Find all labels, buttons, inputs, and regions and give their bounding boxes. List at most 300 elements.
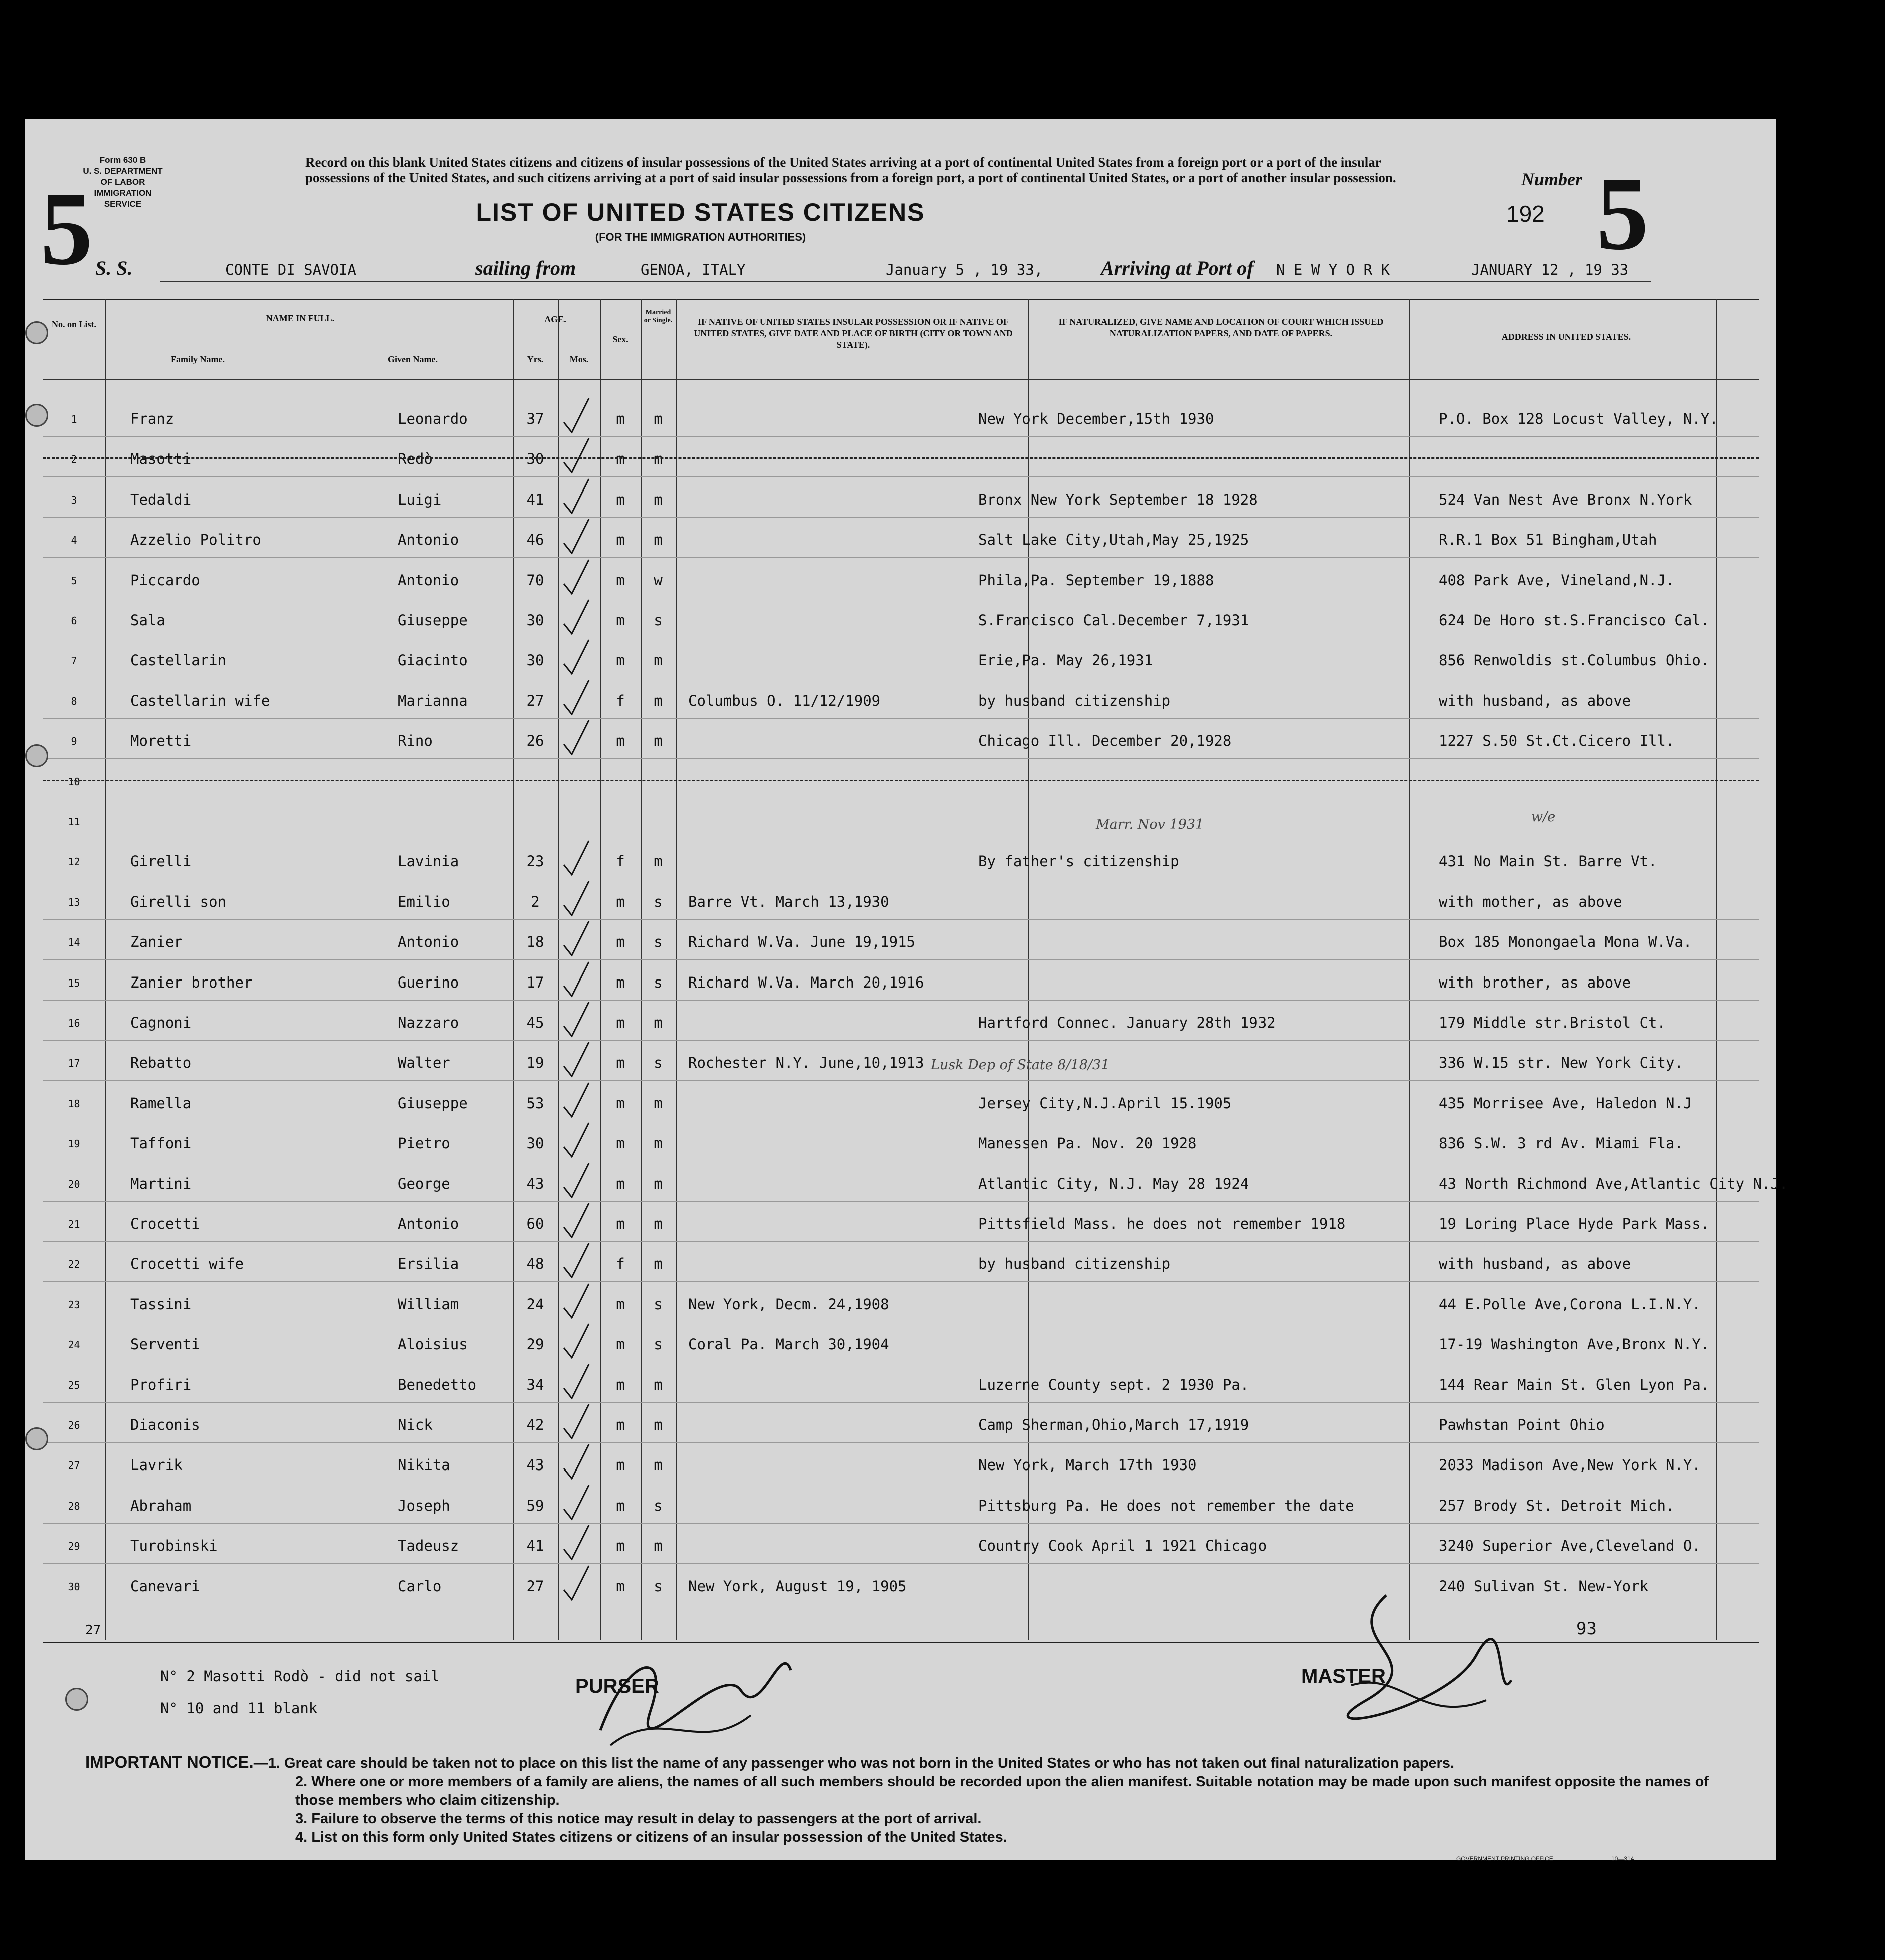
cell-family: Zanier brother [130,973,253,991]
cell-sex: m [616,1376,625,1393]
cell-age: 42 [526,1416,544,1433]
cell-family: Lavrik [130,1456,183,1474]
cell-given: Rino [398,732,433,750]
cell-no: 8 [71,695,77,707]
header-name: NAME IN FULL. [266,313,335,323]
cell-no: 9 [71,735,77,748]
cell-nat: by husband citizenship [978,692,1171,709]
cell-mar: m [654,531,663,549]
cell-given: Luigi [398,491,442,508]
table-row [43,477,1759,518]
cell-family: Rebatto [130,1054,192,1072]
cell-age: 37 [526,410,544,427]
cell-addr: 240 Sulivan St. New-York [1439,1577,1649,1595]
checkmark-icon [558,1322,593,1362]
cell-addr: with brother, as above [1439,973,1631,991]
purser-signature [590,1630,801,1760]
table-row [43,1241,1759,1282]
cell-age: 70 [526,571,544,589]
cell-mar: m [654,853,663,870]
ship-name: CONTE DI SAVOIA [225,261,356,278]
cell-sex: m [616,893,625,910]
cell-nat: Hartford Connec. January 28th 1932 [978,1014,1276,1031]
table-row [43,1322,1759,1362]
cell-no: 17 [68,1057,80,1070]
cell-given: Antonio [398,571,459,589]
notice-3: 3. Failure to observe the terms of this notice may result in delay to passengers at the port of arrival. [295,1811,982,1827]
checkmark-icon [558,1282,593,1322]
cell-sex: m [616,1054,625,1072]
punch-hole [65,1688,88,1711]
cell-age: 41 [526,491,544,508]
cell-age: 27 [526,692,544,709]
cell-mar: s [654,1336,663,1353]
cell-sex: m [616,410,625,427]
cell-birth: Richard W.Va. June 19,1915 [688,933,915,951]
checkmark-icon [558,879,593,919]
cell-given: Leonardo [398,410,468,427]
checkmark-icon [558,1241,593,1281]
note-not-sailed: N° 2 Masotti Rodò - did not sail [160,1668,440,1685]
cell-sex: m [616,1456,625,1474]
header-family: Family Name. [171,354,225,364]
table-row [43,558,1759,598]
cell-mar: s [654,1295,663,1313]
cell-family: Cagnoni [130,1014,192,1031]
annotation-marriage: Marr. Nov 1931 [1096,817,1204,832]
cell-mar: s [654,612,663,629]
cell-nat: Bronx New York September 18 1928 [978,491,1258,508]
purser-label: PURSER [575,1675,659,1697]
cell-given: Antonio [398,531,459,549]
important-notice [85,1753,1711,1847]
cell-mar: s [654,1054,663,1072]
cell-given: Aloisius [398,1336,468,1353]
cell-no: 10 [68,775,80,788]
checkmark-icon [558,718,593,758]
cell-addr: 257 Brody St. Detroit Mich. [1439,1497,1675,1514]
cell-age: 48 [526,1255,544,1273]
voyage-rule [160,281,1651,282]
cell-given: Ersilia [398,1255,459,1273]
header-mos: Mos. [569,354,589,364]
department: U. S. DEPARTMENT OF LABOR [83,166,163,187]
cell-no: 28 [68,1500,80,1512]
cell-given: Redò [398,450,433,468]
checkmark-icon [558,396,593,436]
cell-nat: by husband citizenship [978,1255,1171,1273]
cell-nat: Erie,Pa. May 26,1931 [978,652,1153,669]
table-row [43,1081,1759,1121]
cell-no: 13 [68,896,80,908]
cell-mar: m [654,1175,663,1192]
cell-family: Azzelio Politro [130,531,261,549]
table-row [43,1161,1788,1202]
cell-no: 7 [71,655,77,667]
checkmark-icon [558,1362,593,1402]
cell-no: 24 [68,1339,80,1351]
table-row [43,799,1759,839]
number-value: 192 [1506,201,1545,227]
cell-addr: 856 Renwoldis st.Columbus Ohio. [1439,652,1710,669]
cell-no: 16 [68,1017,80,1029]
header-birth: IF NATIVE OF UNITED STATES INSULAR POSSESSION OR IF NATIVE OF UNITED STATES, GIVE DATE AND PLACE OF BIRTH (CITY OR TOWN AND STATE). [694,317,1013,350]
cell-mar: s [654,973,663,991]
table-row [43,839,1759,879]
checkmark-icon [558,678,593,718]
cell-no: 29 [68,1540,80,1553]
form-info [80,155,165,210]
checkmark-icon [558,1081,593,1121]
checkmark-icon [558,1564,593,1604]
table-row [43,960,1759,1001]
table-row [43,879,1759,920]
checkmark-icon [558,598,593,638]
cell-addr: Pawhstan Point Ohio [1439,1416,1605,1433]
list-number-left: 5 [40,171,93,287]
cell-birth: Columbus O. 11/12/1909 [688,692,881,709]
checkmark-icon [558,477,593,517]
cell-sex: f [616,692,625,709]
checkmark-icon [558,1000,593,1040]
cell-family: Castellarin [130,652,227,669]
cell-sex: m [616,1497,625,1514]
cell-sex: m [616,1094,625,1112]
cell-sex: m [616,450,625,468]
checkmark-icon [558,1442,593,1483]
cell-family: Serventi [130,1336,200,1353]
cell-addr: 17-19 Washington Ave,Bronx N.Y. [1439,1336,1710,1353]
cell-no: 3 [71,494,77,506]
cell-nat: Pittsfield Mass. he does not remember 1918 [978,1215,1346,1232]
cell-age: 34 [526,1376,544,1393]
cell-birth: Barre Vt. March 13,1930 [688,893,889,910]
cell-addr: 336 W.15 str. New York City. [1439,1054,1683,1072]
cell-age: 41 [526,1537,544,1555]
cell-given: Nick [398,1416,433,1433]
checkmark-icon [558,558,593,598]
cell-sex: m [616,491,625,508]
cell-mar: m [654,1456,663,1474]
cell-mar: m [654,1014,663,1031]
cell-mar: m [654,1135,663,1152]
cell-family: Piccardo [130,571,200,589]
table-row [43,1282,1759,1322]
cell-given: Carlo [398,1577,442,1595]
cell-age: 43 [526,1175,544,1192]
cell-mar: m [654,410,663,427]
table-row [43,598,1759,638]
cell-family: Profiri [130,1376,192,1393]
cell-family: Crocetti [130,1215,200,1232]
cell-given: George [398,1175,450,1192]
table-row [43,1442,1759,1483]
cell-addr: R.R.1 Box 51 Bingham,Utah [1439,531,1657,549]
cell-mar: m [654,692,663,709]
cell-sex: m [616,1135,625,1152]
cell-given: Giuseppe [398,612,468,629]
cell-family: Ramella [130,1094,192,1112]
cell-addr: 43 North Richmond Ave,Atlantic City N.J. [1439,1175,1788,1192]
cell-nat: New York December,15th 1930 [978,410,1214,427]
cell-age: 29 [526,1336,544,1353]
cell-age: 59 [526,1497,544,1514]
cell-mar: m [654,491,663,508]
cell-nat: Luzerne County sept. 2 1930 Pa. [978,1376,1249,1393]
cell-nat: Camp Sherman,Ohio,March 17,1919 [978,1416,1249,1433]
cell-nat: Chicago Ill. December 20,1928 [978,732,1232,750]
table-row [43,718,1759,759]
cell-addr: 408 Park Ave, Vineland,N.J. [1439,571,1675,589]
sailing-label: sailing from [475,257,576,279]
cell-age: 45 [526,1014,544,1031]
cell-given: Guerino [398,973,459,991]
cell-mar: m [654,1376,663,1393]
cell-given: Nazzaro [398,1014,459,1031]
cell-no: 19 [68,1138,80,1150]
cell-sex: m [616,1336,625,1353]
table-row [43,1483,1759,1524]
notice-2: 2. Where one or more members of a family are aliens, the names of all such members should be recorded upon the alien manifest. Suitable notation may be made upon such manifest opposite the names of those members who claim citizenship. [295,1774,1709,1808]
cell-no: 30 [68,1580,80,1593]
printer-code: 10—314 [1611,1855,1634,1862]
checkmark-icon [558,1201,593,1241]
table-row [43,1523,1759,1564]
cell-no: 25 [68,1379,80,1391]
cell-mar: m [654,652,663,669]
cell-age: 24 [526,1295,544,1313]
cell-addr: 144 Rear Main St. Glen Lyon Pa. [1439,1376,1710,1393]
cell-family: Moretti [130,732,192,750]
checkmark-icon [558,839,593,879]
punch-hole [25,404,48,427]
cell-addr: 179 Middle str.Bristol Ct. [1439,1014,1666,1031]
cell-no: 15 [68,976,80,989]
cell-addr: 431 No Main St. Barre Vt. [1439,853,1657,870]
header-no: No. on List. [51,319,96,329]
cell-addr: 19 Loring Place Hyde Park Mass. [1439,1215,1710,1232]
cell-mar: m [654,1215,663,1232]
punch-hole [25,1427,48,1450]
cell-addr: 1227 S.50 St.Ct.Cicero Ill. [1439,732,1675,750]
cell-sex: m [616,1175,625,1192]
table-row [43,436,1759,477]
cell-family: Girelli son [130,893,227,910]
cell-mar: m [654,1094,663,1112]
cell-given: Giacinto [398,652,468,669]
cell-family: Crocetti wife [130,1255,244,1273]
cell-age: 17 [526,973,544,991]
ss-label: S. S. [95,257,133,279]
cell-sex: m [616,1295,625,1313]
header-yrs: Yrs. [527,354,544,364]
page-title: LIST OF UNITED STATES CITIZENS [476,198,925,226]
cell-no: 4 [71,534,77,547]
checkmark-icon [558,1040,593,1080]
cell-addr: with husband, as above [1439,692,1631,709]
checkmark-icon [558,436,593,476]
cell-age: 30 [526,652,544,669]
cell-no: 18 [68,1097,80,1110]
annotation-state-dept: Lusk Dep of State 8/18/31 [931,1057,1110,1073]
checkmark-icon [558,517,593,557]
note-blank-rows: N° 10 and 11 blank [160,1700,318,1717]
table-row [43,1201,1759,1242]
cell-family: Tedaldi [130,491,192,508]
intro-text: Record on this blank United States citizens and citizens of insular possessions of the United States arriving at a port of continental United States from a foreign port or a port of the insular possessions of the United States, and such citizens arriving at a port of said insular possessions from a foreign port, a port of continental United States, or a port of another insular possession. [305,155,1396,185]
cell-sex: m [616,571,625,589]
cell-given: Antonio [398,933,459,951]
cell-sex: m [616,1215,625,1232]
cell-birth: Coral Pa. March 30,1904 [688,1336,889,1353]
cell-family: Abraham [130,1497,192,1514]
cell-nat: Salt Lake City,Utah,May 25,1925 [978,531,1249,549]
cell-family: Taffoni [130,1135,192,1152]
cell-birth: New York, Decm. 24,1908 [688,1295,889,1313]
annotation-husband: w/e [1531,809,1556,825]
cell-no: 5 [71,574,77,587]
page-number: 93 [1576,1619,1597,1639]
cell-given: Emilio [398,893,450,910]
table-row [43,759,1759,799]
cell-sex: m [616,612,625,629]
cell-no: 20 [68,1178,80,1190]
cell-given: Marianna [398,692,468,709]
cell-age: 18 [526,933,544,951]
list-number-right: 5 [1596,156,1649,272]
master-label: MASTER [1301,1665,1386,1687]
cell-family: Zanier [130,933,183,951]
header-age: AGE. [544,314,566,324]
cell-sex: m [616,1537,625,1555]
manifest-sheet [25,119,1788,1862]
cell-nat: New York, March 17th 1930 [978,1456,1197,1474]
cell-no: 23 [68,1298,80,1311]
cell-nat: S.Francisco Cal.December 7,1931 [978,612,1249,629]
cell-sex: m [616,933,625,951]
cell-family: Tassini [130,1295,192,1313]
header-naturalization: IF NATURALIZED, GIVE NAME AND LOCATION OF COURT WHICH ISSUED NATURALIZATION PAPERS, AND DATE OF PAPERS. [1058,317,1384,338]
cell-addr: 435 Morrisee Ave, Haledon N.J [1439,1094,1692,1112]
cell-age: 43 [526,1456,544,1474]
table-row [43,1362,1759,1403]
cell-no: 21 [68,1218,80,1230]
table-row [43,1402,1759,1443]
page-subtitle: (FOR THE IMMIGRATION AUTHORITIES) [595,231,806,243]
notes [160,1660,440,1724]
cell-birth: New York, August 19, 1905 [688,1577,907,1595]
cell-given: Walter [398,1054,450,1072]
cell-addr: P.O. Box 128 Locust Valley, N.Y. [1439,410,1718,427]
cell-mar: s [654,893,663,910]
cell-sex: f [616,853,625,870]
checkmark-icon [558,960,593,1000]
table-row [43,919,1759,960]
cell-family: Canevari [130,1577,200,1595]
checkmark-icon [558,1121,593,1161]
cell-given: Giuseppe [398,1094,468,1112]
cell-sex: f [616,1255,625,1273]
cell-mar: m [654,732,663,750]
cell-sex: m [616,1416,625,1433]
cell-age: 23 [526,853,544,870]
notice-1: —1. Great care should be taken not to place on this list the name of any passenger who was not born in the United States or who has not taken out final naturalization papers. [253,1755,1455,1771]
cell-nat: Manessen Pa. Nov. 20 1928 [978,1135,1197,1152]
cell-age: 30 [526,450,544,468]
checkmark-icon [558,638,593,678]
cell-no: 12 [68,856,80,868]
cell-no: 6 [71,615,77,627]
checkmark-icon [558,919,593,959]
cell-family: Masotti [130,450,192,468]
cell-age: 26 [526,732,544,750]
cell-addr: 3240 Superior Ave,Cleveland O. [1439,1537,1701,1555]
cell-addr: with mother, as above [1439,893,1622,910]
arriving-label: Arriving at Port of [1101,257,1254,279]
cell-sex: m [616,1577,625,1595]
cell-sex: m [616,531,625,549]
cell-age: 27 [526,1577,544,1595]
cell-given: Lavinia [398,853,459,870]
cell-age: 46 [526,531,544,549]
checkmark-icon [558,1402,593,1442]
cell-addr: 2033 Madison Ave,New York N.Y. [1439,1456,1701,1474]
cell-no: 2 [71,453,77,466]
cell-no: 26 [68,1419,80,1431]
table-row [43,638,1759,678]
cell-no: 1 [71,413,77,425]
cell-given: Pietro [398,1135,450,1152]
cell-mar: s [654,933,663,951]
cell-nat: Country Cook April 1 1921 Chicago [978,1537,1267,1555]
cell-age: 53 [526,1094,544,1112]
header-given: Given Name. [388,354,438,364]
cell-given: Joseph [398,1497,450,1514]
cell-mar: m [654,1416,663,1433]
cell-mar: m [654,450,663,468]
cell-addr: 624 De Horo st.S.Francisco Cal. [1439,612,1710,629]
cell-family: Sala [130,612,165,629]
printer-imprint: GOVERNMENT PRINTING OFFICE [1456,1855,1553,1862]
cell-given: Benedetto [398,1376,477,1393]
strike-through-line [43,780,1759,781]
cell-addr: 524 Van Nest Ave Bronx N.York [1439,491,1692,508]
cell-nat: By father's citizenship [978,853,1179,870]
cell-family: Castellarin wife [130,692,270,709]
cell-no: 11 [68,816,80,828]
master-signature [1306,1580,1516,1730]
cell-no: 22 [68,1258,80,1271]
cell-mar: m [654,1255,663,1273]
cell-sex: m [616,652,625,669]
table-row [43,678,1759,719]
table-row [43,1040,1759,1081]
cell-family: Franz [130,410,174,427]
cell-mar: m [654,1537,663,1555]
service: IMMIGRATION SERVICE [94,188,152,209]
cell-family: Martini [130,1175,192,1192]
cell-given: William [398,1295,459,1313]
cell-sex: m [616,732,625,750]
cell-mar: w [654,571,663,589]
cell-sex: m [616,1014,625,1031]
checkmark-icon [558,1523,593,1563]
cell-age: 30 [526,1135,544,1152]
table-row [43,396,1759,437]
header-sex: Sex. [612,334,629,344]
punch-hole [25,321,48,344]
cell-no: 14 [68,936,80,949]
